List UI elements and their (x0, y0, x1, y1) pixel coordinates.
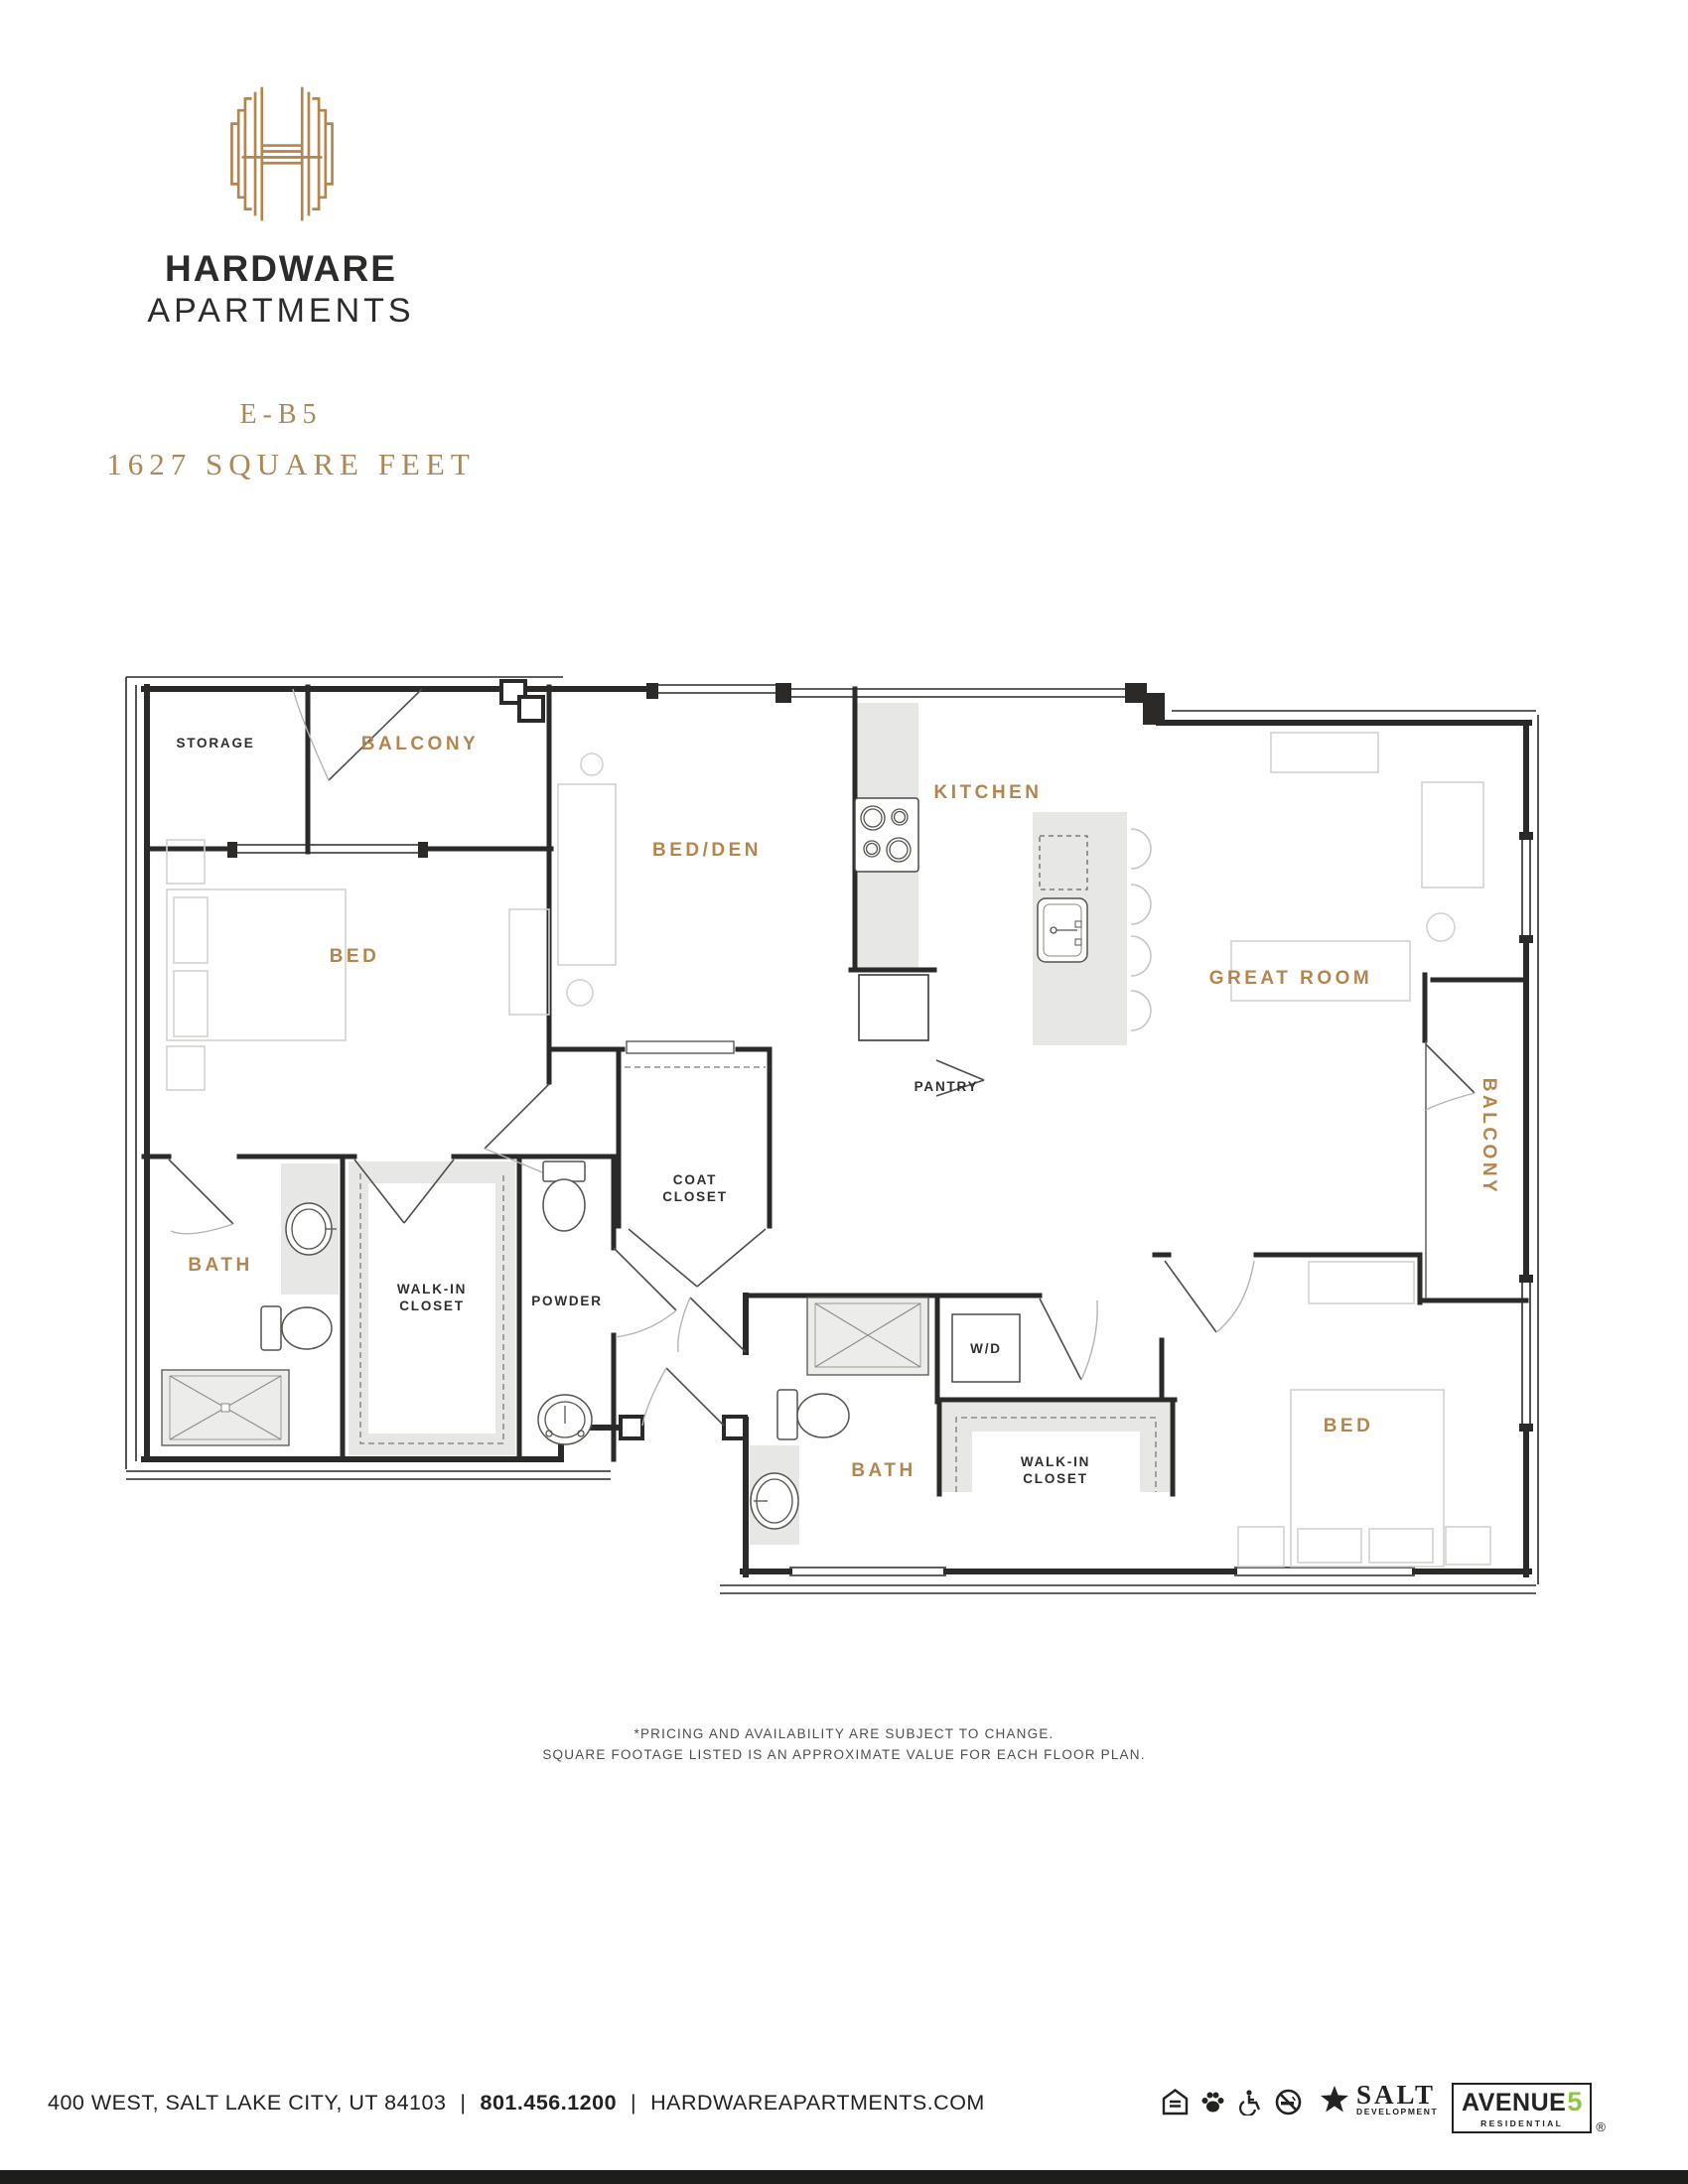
salt-development-logo (1319, 2080, 1439, 2116)
salt-subtitle: DEVELOPMENT (1356, 2107, 1439, 2116)
coat-closet-label-1: COAT (672, 1172, 718, 1187)
avenue5-logo (1452, 2083, 1606, 2133)
walkin-left-label-2: CLOSET (399, 1298, 465, 1313)
pantry-label: PANTRY (914, 1079, 979, 1094)
floor-plan-drawing (94, 665, 1544, 1608)
brand-name-line1: HARDWARE (165, 248, 397, 289)
footer-address: 400 WEST, SALT LAKE CITY, UT 84103 (48, 2091, 447, 2115)
avenue5-subtitle: RESIDENTIAL (1480, 2118, 1564, 2128)
disclaimer-line2: SQUARE FOOTAGE LISTED IS AN APPROXIMATE VALUE FOR EACH FLOOR PLAN. (542, 1747, 1146, 1762)
footer-separator-1: | (460, 2091, 467, 2115)
footer-phone[interactable]: 801.456.1200 (480, 2091, 618, 2115)
no-smoking-icon (1275, 2089, 1302, 2116)
avenue5-name: AVENUE (1462, 2089, 1567, 2116)
balcony-top-label: BALCONY (360, 734, 480, 754)
salt-name: SALT (1356, 2080, 1437, 2110)
star-icon (1319, 2084, 1350, 2116)
great-room-label: GREAT ROOM (1208, 968, 1373, 989)
footer-website[interactable]: HARDWAREAPARTMENTS.COM (650, 2091, 985, 2115)
powder-label: POWDER (531, 1294, 603, 1308)
wd-label: W/D (970, 1341, 1002, 1356)
footer-badges (1162, 2089, 1302, 2116)
storage-label: STORAGE (176, 736, 255, 751)
equal-housing-icon (1162, 2089, 1189, 2116)
registered-mark: ® (1596, 2119, 1606, 2134)
walkin-lower-label-1: WALK-IN (1020, 1454, 1091, 1469)
paw-icon (1199, 2089, 1226, 2116)
bottom-bar (0, 2170, 1688, 2184)
plan-code: E-B5 (239, 399, 323, 430)
avenue5-number: 5 (1567, 2087, 1583, 2116)
bed-left-label: BED (329, 946, 380, 967)
coat-closet-label-2: CLOSET (662, 1189, 728, 1204)
bed-den-label: BED/DEN (651, 840, 763, 861)
bath-left-label: BATH (188, 1255, 253, 1276)
bath-lower-label: BATH (851, 1460, 916, 1481)
kitchen-label: KITCHEN (933, 782, 1043, 803)
hardware-h-monogram-icon (223, 81, 341, 226)
brand-name-line2: APARTMENTS (147, 292, 415, 330)
walkin-left-label-1: WALK-IN (396, 1282, 468, 1297)
disclaimer-line1: *PRICING AND AVAILABILITY ARE SUBJECT TO CHANGE. (633, 1726, 1055, 1741)
exterior-offset-lines (126, 677, 1538, 1593)
wheelchair-icon (1237, 2089, 1264, 2116)
disclaimer (0, 1723, 1688, 1765)
plan-square-feet: 1627 SQUARE FEET (106, 447, 476, 481)
footer-contact (48, 2091, 985, 2116)
bed-lower-label: BED (1323, 1416, 1374, 1436)
balcony-right-label: BALCONY (1478, 1077, 1499, 1196)
footer-separator-2: | (631, 2091, 637, 2115)
walkin-lower-label-2: CLOSET (1023, 1471, 1088, 1486)
